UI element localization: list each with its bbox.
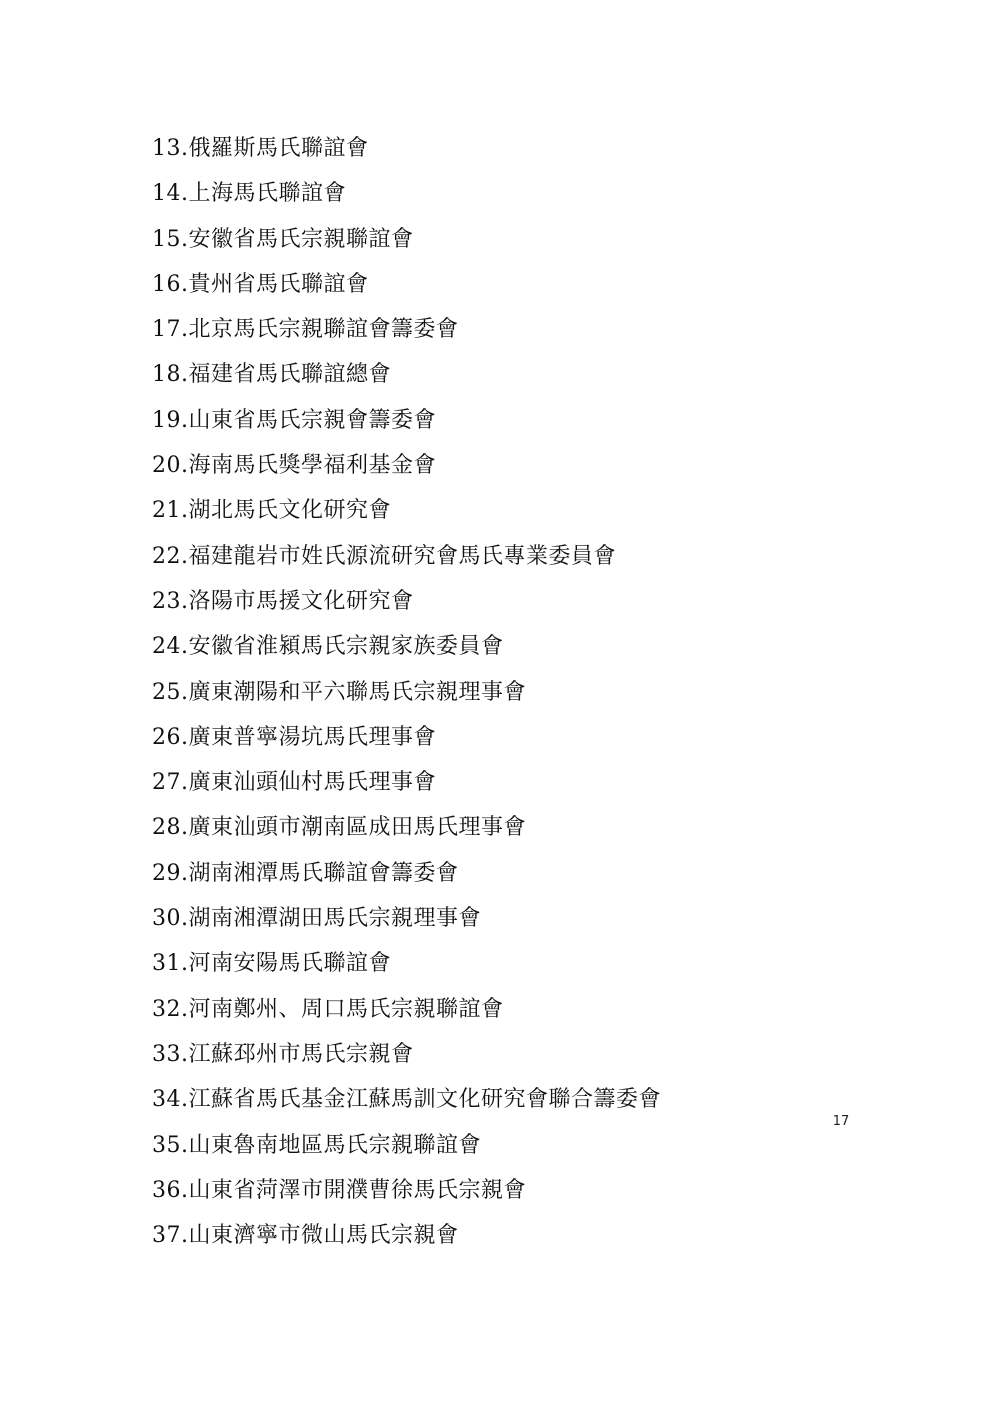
item-text: 河南安陽馬氏聯誼會 [188,951,392,977]
item-number: 27. [152,770,189,796]
item-number: 22. [152,543,189,569]
item-number: 21. [152,498,189,524]
list-item [152,855,661,900]
item-text: 山東省菏澤市開濮曹徐馬氏宗親會 [188,1177,527,1203]
list-item [152,402,661,447]
page-number: 17 [832,1114,850,1129]
item-number: 35. [152,1132,189,1158]
list-item [152,719,661,764]
item-text: 山東濟寧市微山馬氏宗親會 [188,1223,459,1249]
item-number: 15. [152,226,189,252]
item-text: 湖北馬氏文化研究會 [188,498,392,524]
list-item [152,538,661,583]
item-text: 廣東汕頭市潮南區成田馬氏理事會 [188,815,527,841]
item-text: 江蘇邳州市馬氏宗親會 [188,1041,414,1067]
item-number: 37. [152,1223,189,1249]
list-item [152,809,661,854]
list-item [152,945,661,990]
list-item [152,221,661,266]
item-number: 17. [152,317,189,343]
list-item [152,583,661,628]
item-number: 18. [152,362,189,388]
item-text: 洛陽市馬援文化研究會 [188,588,414,614]
list-item [152,628,661,673]
list-item [152,1172,661,1217]
list-item [152,130,661,175]
list-item [152,1081,661,1126]
item-number: 20. [152,453,189,479]
list-item [152,764,661,809]
item-number: 34. [152,1087,189,1113]
item-number: 31. [152,951,189,977]
list-item [152,900,661,945]
item-number: 16. [152,271,189,297]
item-text: 安徽省淮潁馬氏宗親家族委員會 [188,634,504,660]
item-text: 上海馬氏聯誼會 [188,181,347,207]
item-number: 24. [152,634,189,660]
item-text: 湖南湘潭湖田馬氏宗親理事會 [188,906,482,932]
list-item [152,1036,661,1081]
list-item [152,175,661,220]
item-text: 海南馬氏獎學福利基金會 [188,453,437,479]
item-text: 貴州省馬氏聯誼會 [188,271,369,297]
list-item [152,356,661,401]
list-item [152,266,661,311]
item-number: 36. [152,1177,189,1203]
item-text: 廣東潮陽和平六聯馬氏宗親理事會 [188,679,527,705]
item-number: 30. [152,906,189,932]
item-text: 廣東普寧湯坑馬氏理事會 [188,724,437,750]
item-text: 安徽省馬氏宗親聯誼會 [188,226,414,252]
list-item [152,311,661,356]
list-item [152,991,661,1036]
item-number: 14. [152,181,189,207]
item-number: 33. [152,1041,189,1067]
item-number: 23. [152,588,189,614]
item-number: 19. [152,407,189,433]
list-item [152,1217,661,1262]
list-item [152,492,661,537]
item-number: 28. [152,815,189,841]
item-text: 福建省馬氏聯誼總會 [188,362,392,388]
item-text: 山東省馬氏宗親會籌委會 [188,407,437,433]
item-text: 俄羅斯馬氏聯誼會 [188,136,369,161]
item-number: 32. [152,996,189,1022]
item-text: 北京馬氏宗親聯誼會籌委會 [188,317,459,343]
item-text: 廣東汕頭仙村馬氏理事會 [188,770,437,796]
item-number: 29. [152,860,189,886]
item-text: 河南鄭州、周口馬氏宗親聯誼會 [188,996,504,1022]
list-item [152,447,661,492]
item-text: 湖南湘潭馬氏聯誼會籌委會 [188,860,459,886]
item-text: 山東魯南地區馬氏宗親聯誼會 [188,1132,482,1158]
item-number: 25. [152,679,189,705]
item-number: 26. [152,724,189,750]
item-number: 13. [152,136,189,161]
list-item [152,1127,661,1172]
item-text: 福建龍岩市姓氏源流研究會馬氏專業委員會 [188,543,617,569]
organization-list [152,130,661,1262]
list-item [152,674,661,719]
item-text: 江蘇省馬氏基金江蘇馬訓文化研究會聯合籌委會 [188,1087,662,1113]
